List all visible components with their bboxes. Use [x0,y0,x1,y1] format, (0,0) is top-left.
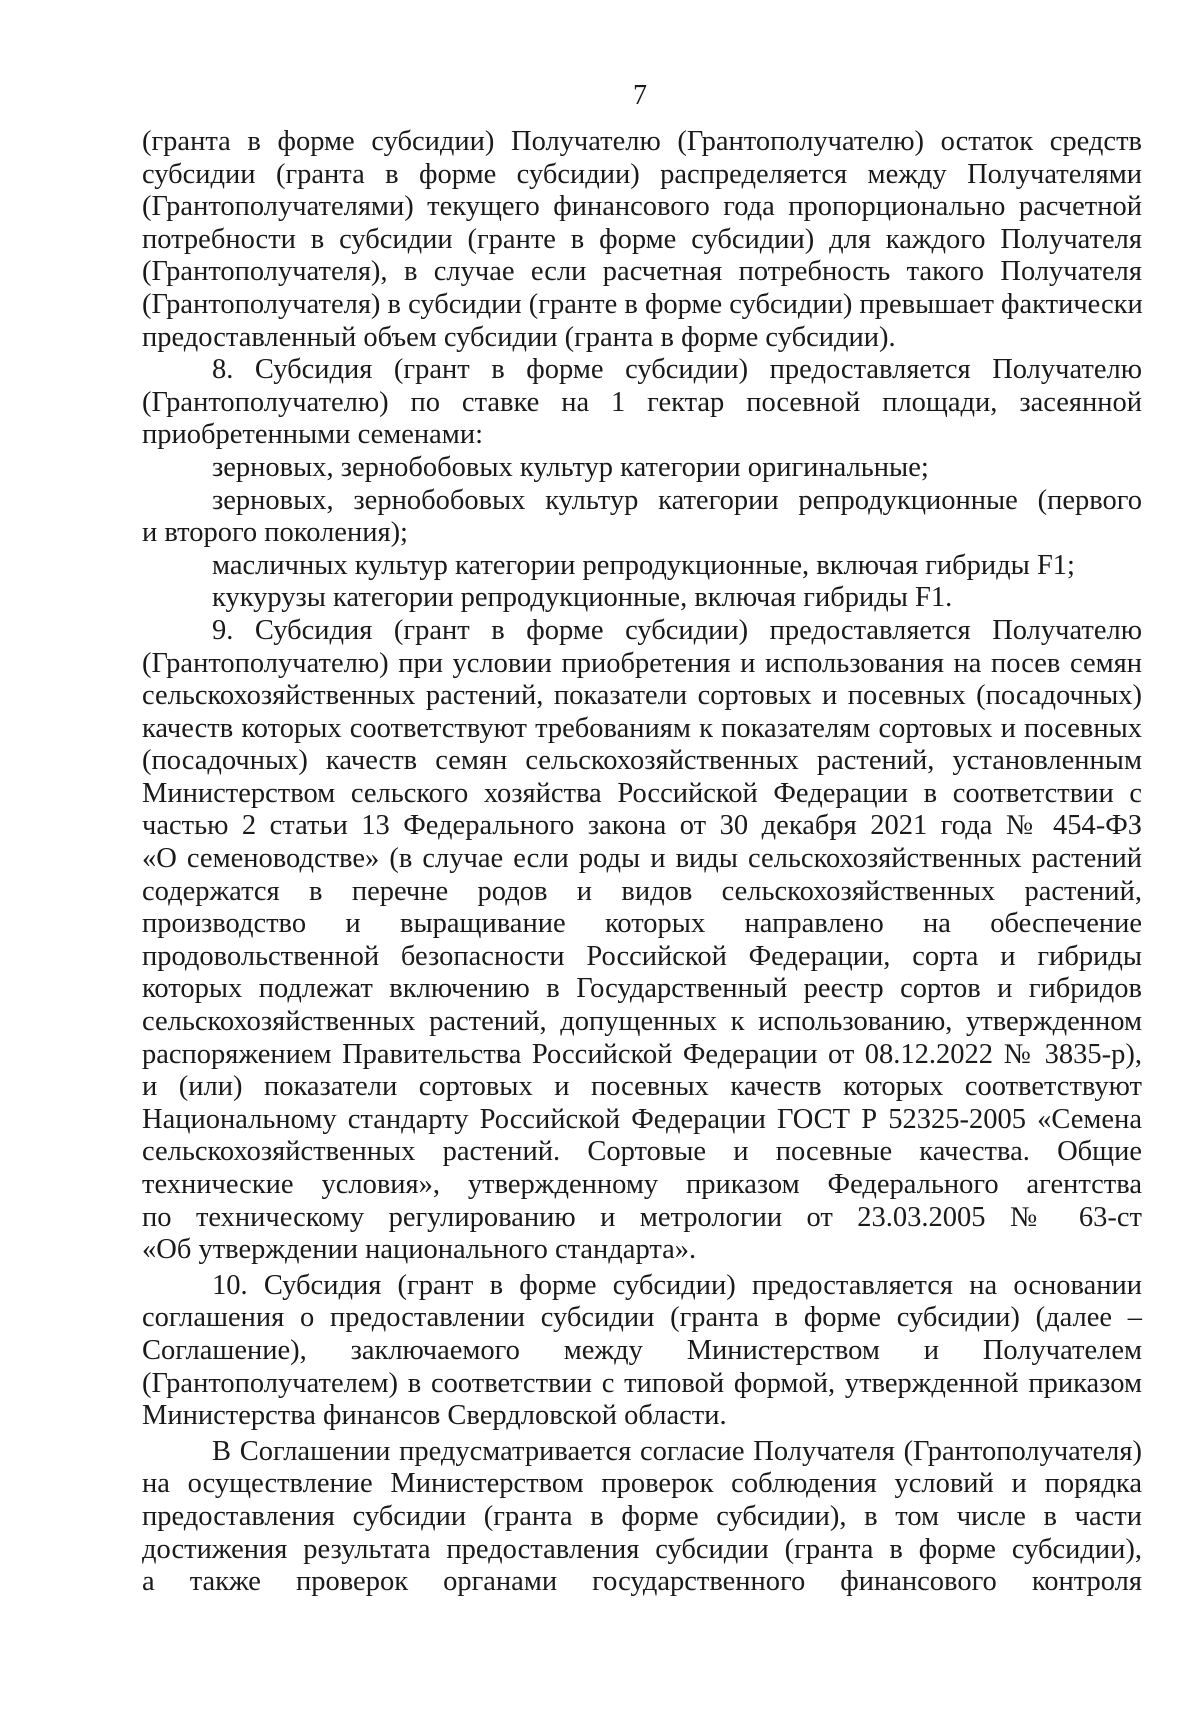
text-line: предоставления субсидии (гранта в форме субсидии), в том числе в части [142,1500,1142,1532]
text-line: 10. Субсидия (грант в форме субсидии) предоставляется на основании [212,1269,1142,1301]
text-line: содержатся в перечне родов и видов сельскохозяйственных растений, [142,875,1142,907]
text-line: Министерства финансов Свердловской области. [142,1400,727,1432]
list-item [142,485,1142,550]
text-line: кукурузы категории репродукционные, включая гибриды F1. [212,582,953,614]
text-line: (Грантополучателю) по ставке на 1 гектар посевной площади, засеянной [142,386,1142,418]
text-line: сельскохозяйственных растений. Сортовые и посевные качества. Общие [142,1136,1142,1168]
text-line: (Грантополучателю) при условии приобретения и использования на посев семян [142,647,1142,679]
text-line: Национальному стандарту Российской Федерации ГОСТ Р 52325-2005 «Семена [142,1103,1142,1135]
text-line: по техническому регулированию и метрологии от 23.03.2005 № 63-ст [142,1201,1142,1233]
text-line: сельскохозяйственных растений, показатели сортовых и посевных (посадочных) [142,680,1142,712]
text-line: которых подлежат включению в Государственный реестр сортов и гибридов [142,973,1142,1005]
text-line: достижения результата предоставления субсидии (гранта в форме субсидии), [142,1533,1142,1565]
text-line: продовольственной безопасности Российской Федерации, сорта и гибриды [142,940,1142,972]
text-line: субсидии (гранта в форме субсидии) распределяется между Получателями [142,158,1142,190]
text-line: (Грантополучателями) текущего финансового года пропорционально расчетной [142,191,1142,223]
text-line: а также проверок органами государственного финансового контроля [142,1566,1142,1598]
text-line: и второго поколения); [142,517,408,549]
text-line: технические условия», утвержденному приказом Федерального агентства [142,1169,1142,1200]
text-line: и (или) показатели сортовых и посевных качеств которых соответствуют [142,1071,1142,1103]
text-line: В Соглашении предусматривается согласие Получателя (Грантополучателя) [212,1435,1142,1467]
text-line: предоставленный объем субсидии (гранта в форме субсидии). [142,321,896,353]
text-line: распоряжением Правительства Российской Федерации от 08.12.2022 № 3835-р), [142,1038,1142,1070]
text-line: зерновых, зернобобовых культур категории репродукционные (первого [212,484,1142,516]
text-line: (посадочных) качеств семян сельскохозяйственных растений, установленным [142,745,1142,777]
text-line: производство и выращивание которых направлено на обеспечение [142,908,1142,940]
text-line: соглашения о предоставлении субсидии (гранта в форме субсидии) (далее – [142,1302,1142,1334]
paragraph-continuation [142,126,1142,354]
text-line: сельскохозяйственных растений, допущенных к использованию, утвержденном [142,1006,1142,1038]
text-line: масличных культур категории репродукционные, включая гибриды F1; [212,549,1075,581]
text-line: частью 2 статьи 13 Федерального закона от 30 декабря 2021 года № 454-ФЗ [142,810,1142,842]
text-line: (Грантополучателем) в соответствии с типовой формой, утвержденной приказом [142,1367,1142,1399]
text-line: «О семеноводстве» (в случае если роды и виды сельскохозяйственных растений [142,843,1142,875]
text-line: на осуществление Министерством проверок соблюдения условий и порядка [142,1468,1142,1500]
text-line: (Грантополучателя) в субсидии (гранте в форме субсидии) превышает фактически [142,288,1143,320]
text-line: Министерством сельского хозяйства Российской Федерации в соответствии с [142,777,1142,809]
text-line: качеств которых соответствуют требованиям к показателям сортовых и посевных [142,712,1142,744]
list-item [142,452,1142,485]
paragraph-9 [142,615,1142,1267]
paragraph-8 [142,354,1142,452]
text-line: приобретенными семенами: [142,419,484,451]
list-item [142,550,1142,583]
text-line: 9. Субсидия (грант в форме субсидии) предоставляется Получателю [212,614,1142,646]
text-line: (Грантополучателя), в случае если расчетная потребность такого Получателя [142,256,1142,288]
text-line: (гранта в форме субсидии) Получателю (Грантополучателю) остаток средств [142,126,1142,157]
text-line: 8. Субсидия (грант в форме субсидии) предоставляется Получателю [212,354,1142,386]
page-number: 7 [633,80,647,111]
text-line: потребности в субсидии (гранте в форме субсидии) для каждого Получателя [142,223,1142,255]
document-body [142,126,1142,1599]
paragraph-agreement [142,1436,1142,1599]
list-item [142,582,1142,615]
text-line: «Об утверждении национального стандарта». [142,1234,697,1266]
text-line: зерновых, зернобобовых культур категории оригинальные; [212,451,929,483]
text-line: Соглашение), заключаемого между Министерством и Получателем [142,1334,1142,1366]
paragraph-10 [142,1270,1142,1433]
